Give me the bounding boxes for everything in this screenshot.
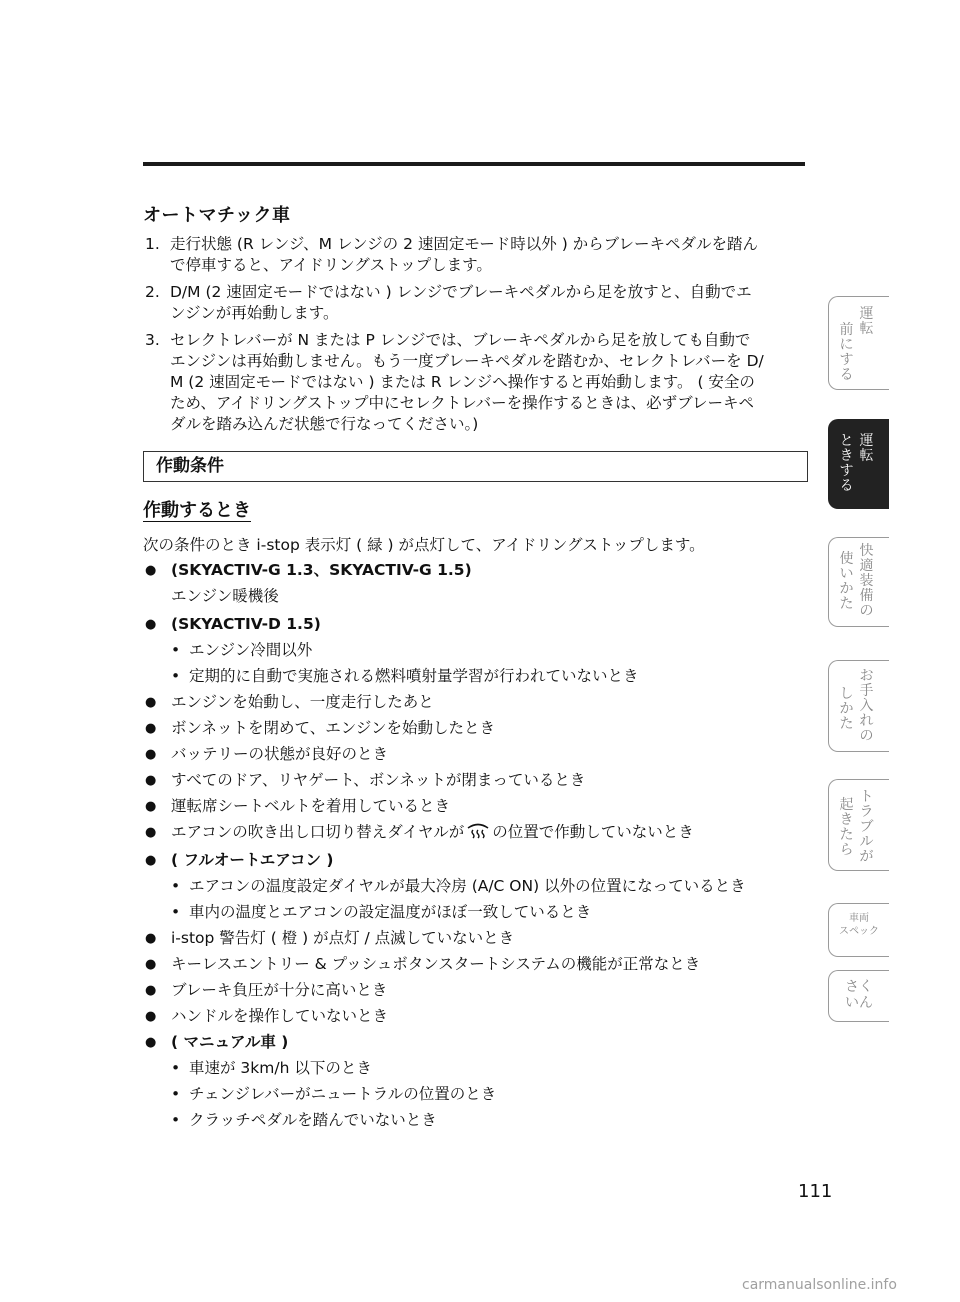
tab-col1: 運転 xyxy=(859,306,874,337)
item-line: D/M (2 速固定モードではない ) レンジでブレーキペダルから足を放すと、自動でエ xyxy=(170,283,752,301)
heading-automatic: オートマチック車 xyxy=(143,205,291,226)
bullet-g-engine: ● (SKYACTIV-G 1.3、SKYACTIV-G 1.5) xyxy=(143,560,808,586)
section-box-title: 作動条件 xyxy=(143,451,808,482)
heading-conditions: 作動するとき xyxy=(143,500,251,521)
sub-bullet: • チェンジレバーがニュートラルの位置のとき xyxy=(143,1084,808,1110)
bullet-item: ● ハンドルを操作していないとき xyxy=(143,1006,808,1032)
bullet-item: ● ブレーキ負圧が十分に高いとき xyxy=(143,980,808,1006)
aircon-text-after: の位置で作動していないとき xyxy=(492,823,694,841)
tab-col2: しかた xyxy=(839,686,854,732)
bullet-manual: ● ( マニュアル車 ) xyxy=(143,1032,808,1058)
side-tab-comfort-equipment[interactable] xyxy=(828,537,889,627)
item-number: 3. xyxy=(145,331,160,349)
sub-bullet: • エンジン冷間以外 xyxy=(143,640,808,666)
item-line: で停車すると、アイドリングストップします。 xyxy=(170,256,492,274)
side-tab-index[interactable] xyxy=(828,970,889,1022)
tab-line1: 車両 xyxy=(849,913,869,924)
sub-bullet: • クラッチペダルを踏んでいないとき xyxy=(143,1110,808,1136)
item-line: M (2 速固定モードではない ) または R レンジへ操作すると再始動します。 ( 安全の xyxy=(170,373,755,391)
watermark: carmanualsonline.info xyxy=(742,1277,897,1293)
item-number: 1. xyxy=(145,235,160,253)
tab-col2: いん xyxy=(845,995,873,1011)
bullet-item: ● バッテリーの状態が良好のとき xyxy=(143,744,808,770)
bullet-item: ● ボンネットを閉めて、エンジンを始動したとき xyxy=(143,718,808,744)
item-line: ダルを踏み込んだ状態で行なってください。) xyxy=(170,415,479,433)
item-line: 走行状態 (R レンジ、M レンジの 2 速固定モード時以外 ) からブレーキペダルを踏ん xyxy=(170,235,759,253)
side-tab-specifications[interactable] xyxy=(828,903,889,957)
sub-bullet: • 車内の温度とエアコンの設定温度がほぼ一致しているとき xyxy=(143,902,808,928)
side-tab-maintenance[interactable] xyxy=(828,660,889,752)
bullet-aircon xyxy=(143,822,808,850)
tab-col1: トラブルが xyxy=(859,789,874,865)
g-engine-condition: エンジン暖機後 xyxy=(171,587,279,605)
auto-item-1 xyxy=(143,234,808,276)
auto-item-3 xyxy=(143,330,808,435)
tab-col2: 起きたら xyxy=(839,797,854,858)
bullet-full-auto: ● ( フルオートエアコン ) xyxy=(143,850,808,876)
top-rule xyxy=(143,162,805,166)
tab-col2: 使いかた xyxy=(839,551,854,612)
item-number: 2. xyxy=(145,283,160,301)
bullet-d-engine: ● (SKYACTIV-D 1.5) xyxy=(143,614,808,640)
bullet-item: ● キーレスエントリー & プッシュボタンスタートシステムの機能が正常なとき xyxy=(143,954,808,980)
page-number: 111 xyxy=(798,1181,833,1202)
bullet-item: ● エンジンを始動し、一度走行したあと xyxy=(143,692,808,718)
sub-bullet: • エアコンの温度設定ダイヤルが最大冷房 (A/C ON) 以外の位置になっているとき xyxy=(143,876,808,902)
item-line: ンジンが再始動します。 xyxy=(170,304,339,322)
sub-bullet: • 定期的に自動で実施される燃料噴射量学習が行われていないとき xyxy=(143,666,808,692)
intro-text: 次の条件のとき i-stop 表示灯 ( 緑 ) が点灯して、アイドリングストップします。 xyxy=(143,536,705,554)
side-tab-before-driving[interactable] xyxy=(828,296,889,390)
tab-col2: ときする xyxy=(839,433,854,494)
auto-item-2 xyxy=(143,282,808,324)
tab-col1: 快適装備の xyxy=(859,543,874,619)
side-tab-troubleshooting[interactable] xyxy=(828,779,889,871)
main-content xyxy=(143,205,808,1136)
defroster-icon xyxy=(466,822,490,840)
tab-col1: さく xyxy=(845,979,873,995)
tab-line2: スペック xyxy=(839,926,879,937)
bullet-item: ● すべてのドア、リヤゲート、ボンネットが閉まっているとき xyxy=(143,770,808,796)
bullet-item: ● 運転席シートベルトを着用しているとき xyxy=(143,796,808,822)
sub-bullet: • 車速が 3km/h 以下のとき xyxy=(143,1058,808,1084)
bullet-item: ● i-stop 警告灯 ( 橙 ) が点灯 / 点滅していないとき xyxy=(143,928,808,954)
aircon-text-before: エアコンの吹き出し口切り替えダイヤルが xyxy=(171,823,465,841)
item-line: エンジンは再始動しません。もう一度ブレーキペダルを踏むか、セレクトレバーを D/ xyxy=(170,352,764,370)
item-line: セレクトレバーが N または P レンジでは、ブレーキペダルから足を放しても自動で xyxy=(170,331,751,349)
tab-col1: 運転 xyxy=(859,433,874,464)
tab-col2: 前にする xyxy=(839,322,854,383)
item-line: ため、アイドリングストップ中にセレクトレバーを操作するときは、必ずブレーキペ xyxy=(170,394,755,412)
tab-col1: お手入れの xyxy=(859,668,874,744)
side-tab-when-driving[interactable] xyxy=(828,419,889,509)
